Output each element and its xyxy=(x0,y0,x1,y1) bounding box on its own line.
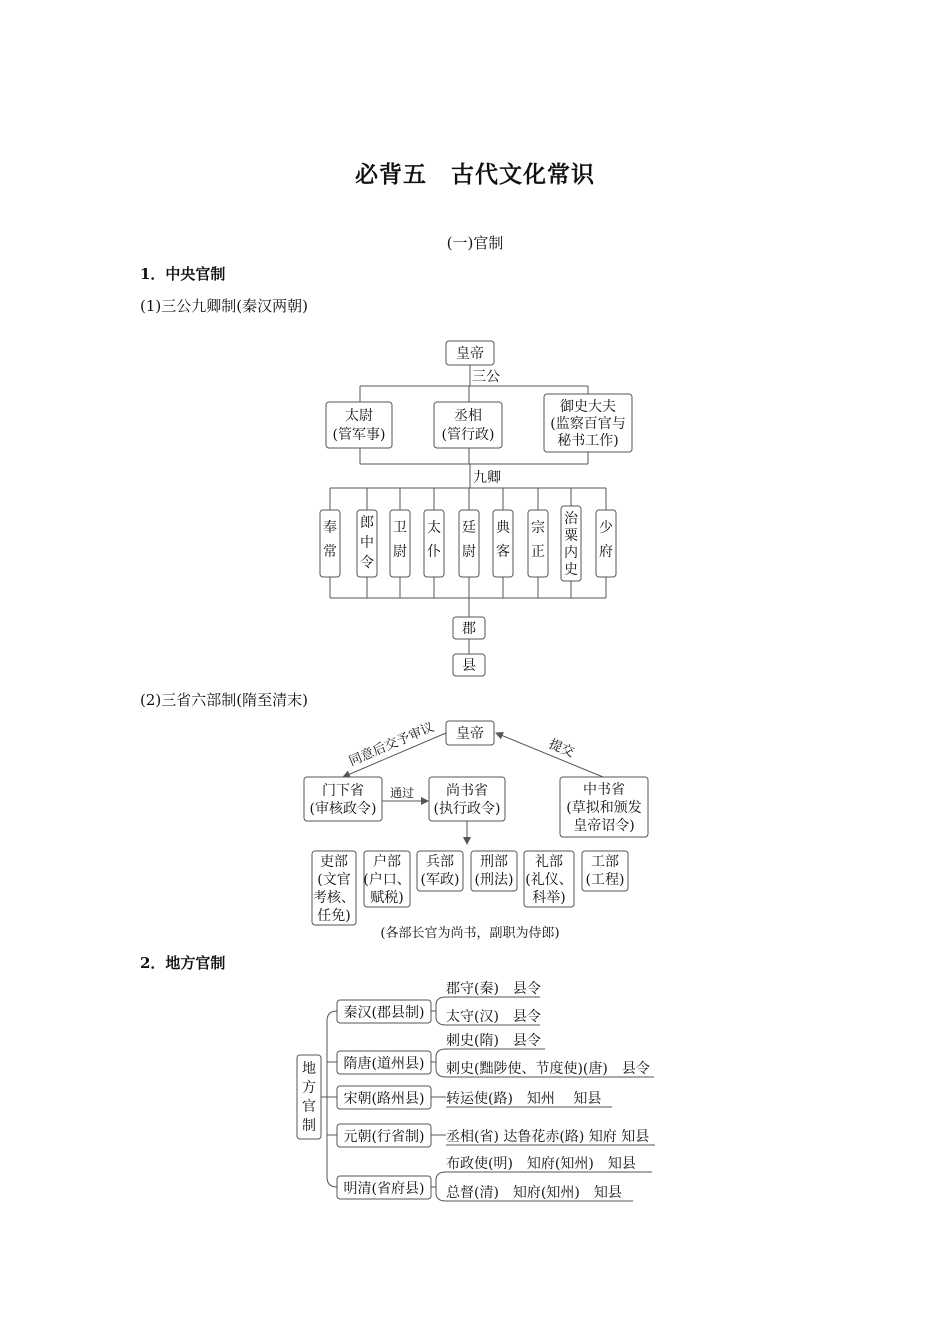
pass-label: 通过 xyxy=(389,786,415,800)
shangshu-line: (执行政令) xyxy=(433,801,501,817)
dynasty-name: 隋唐(道州县) xyxy=(343,1056,425,1072)
sangong-line: 丞相 xyxy=(454,408,482,424)
jiuqing-char: 粟 xyxy=(564,528,578,544)
central-heading: 1．中央官制 xyxy=(140,265,226,283)
ministry-line: 工部 xyxy=(591,854,619,870)
dynasty-name: 明清(省府县) xyxy=(343,1181,425,1197)
jiuqing-char: 客 xyxy=(496,544,510,560)
ministry-line: 吏部 xyxy=(320,854,348,870)
sansheng-liubu-diagram xyxy=(304,719,648,941)
dynasty-name: 秦汉(郡县制) xyxy=(343,1005,425,1021)
jiuqing-char: 少 xyxy=(599,520,613,536)
jiuqing-label: 九卿 xyxy=(473,470,501,486)
jiuqing-char: 宗 xyxy=(531,520,545,536)
submit-label: 提交 xyxy=(546,736,577,761)
page-title: 必背五 古代文化常识 xyxy=(355,161,595,188)
local-official-diagram xyxy=(297,981,655,1201)
menxia-line: 门下省 xyxy=(322,783,364,799)
sangong-line: 御史大夫 xyxy=(560,399,616,415)
official-row: 转运使(路) 知州 知县 xyxy=(446,1091,602,1107)
xian-label: 县 xyxy=(462,658,476,674)
official-row: 太守(汉) 县令 xyxy=(446,1009,541,1025)
jiuqing-char: 奉 xyxy=(323,520,337,536)
sangong-jiuqing-heading: (1)三公九卿制(秦汉两朝) xyxy=(140,297,308,315)
local-root-char: 制 xyxy=(302,1118,316,1134)
jiuqing-char: 内 xyxy=(564,545,578,561)
official-row: 布政使(明) 知府(知州) 知县 xyxy=(446,1156,636,1172)
jiuqing-char: 尉 xyxy=(393,544,407,560)
ministry-line: (礼仪、 xyxy=(525,872,573,888)
official-row: 总督(清) 知府(知州) 知县 xyxy=(446,1185,622,1201)
ministry-line: (工程) xyxy=(585,872,625,888)
ministry-line: 兵部 xyxy=(426,854,454,870)
jiuqing-char: 卫 xyxy=(393,520,407,536)
sangong-line: (管行政) xyxy=(441,427,495,443)
sangong-line: 太尉 xyxy=(345,408,373,424)
dynasty-name: 元朝(行省制) xyxy=(343,1129,425,1145)
ministry-line: (军政) xyxy=(420,872,460,888)
sangong-label: 三公 xyxy=(472,369,500,385)
agree-label: 同意后交予审议 xyxy=(346,720,437,770)
jiuqing-char: 仆 xyxy=(427,544,441,560)
jiuqing-char: 中 xyxy=(360,535,374,551)
local-root-char: 官 xyxy=(302,1099,316,1115)
shangshu-line: 尚书省 xyxy=(446,783,488,799)
jiuqing-char: 治 xyxy=(564,511,578,527)
official-row: 郡守(秦) 县令 xyxy=(446,981,541,997)
ministry-line: (户口、 xyxy=(363,872,411,888)
ministry-line: 礼部 xyxy=(535,854,563,870)
sansheng-liubu-heading: (2)三省六部制(隋至清末) xyxy=(140,691,308,709)
arrow-submit xyxy=(496,733,603,777)
jiuqing-char: 令 xyxy=(360,555,374,571)
menxia-line: (审核政令) xyxy=(309,801,377,817)
emperor-label: 皇帝 xyxy=(456,346,484,362)
local-heading: 2．地方官制 xyxy=(140,954,226,972)
ministry-line: 赋税) xyxy=(370,890,404,906)
sangong-line: 秘书工作) xyxy=(557,433,619,449)
jun-label: 郡 xyxy=(462,621,476,637)
jiuqing-char: 典 xyxy=(496,520,510,536)
dynasty-name: 宋朝(路州县) xyxy=(343,1091,425,1107)
sangong-line: (监察百官与 xyxy=(550,416,626,432)
ministry-line: 刑部 xyxy=(480,854,508,870)
official-row: 丞相(省) 达鲁花赤(路) 知府 知县 xyxy=(446,1129,650,1145)
zhongshu-line: 中书省 xyxy=(583,782,625,798)
jiuqing-char: 常 xyxy=(323,544,337,560)
sangong-line: (管军事) xyxy=(332,427,386,443)
emperor-label-2: 皇帝 xyxy=(456,726,484,742)
ministries-note: (各部长官为尚书，副职为侍郎) xyxy=(380,926,560,941)
jiuqing-char: 太 xyxy=(427,520,441,536)
jiuqing-char: 尉 xyxy=(462,544,476,560)
local-root-char: 地 xyxy=(302,1061,316,1077)
zhongshu-line: (草拟和颁发 xyxy=(566,800,642,816)
ministry-line: (刑法) xyxy=(474,872,514,888)
jiuqing-char: 廷 xyxy=(462,520,476,536)
official-row: 刺史(隋) 县令 xyxy=(446,1033,541,1049)
jiuqing-char: 府 xyxy=(599,544,613,560)
ministry-line: (文官 xyxy=(317,872,351,888)
ministry-line: 户部 xyxy=(373,854,401,870)
section-title: (一)官制 xyxy=(446,234,504,252)
zhongshu-line: 皇帝诏令) xyxy=(573,818,635,834)
ministry-line: 科举) xyxy=(532,890,566,906)
sangong-jiuqing-diagram xyxy=(320,341,632,676)
jiuqing-char: 史 xyxy=(564,562,578,578)
jiuqing-char: 正 xyxy=(531,544,545,560)
official-row: 刺史(黜陟使、节度使)(唐) 县令 xyxy=(446,1061,650,1077)
ministry-line: 考核、 xyxy=(313,890,355,906)
ministry-line: 任免) xyxy=(317,908,351,924)
local-root-char: 方 xyxy=(302,1080,316,1096)
jiuqing-char: 郎 xyxy=(360,515,374,531)
